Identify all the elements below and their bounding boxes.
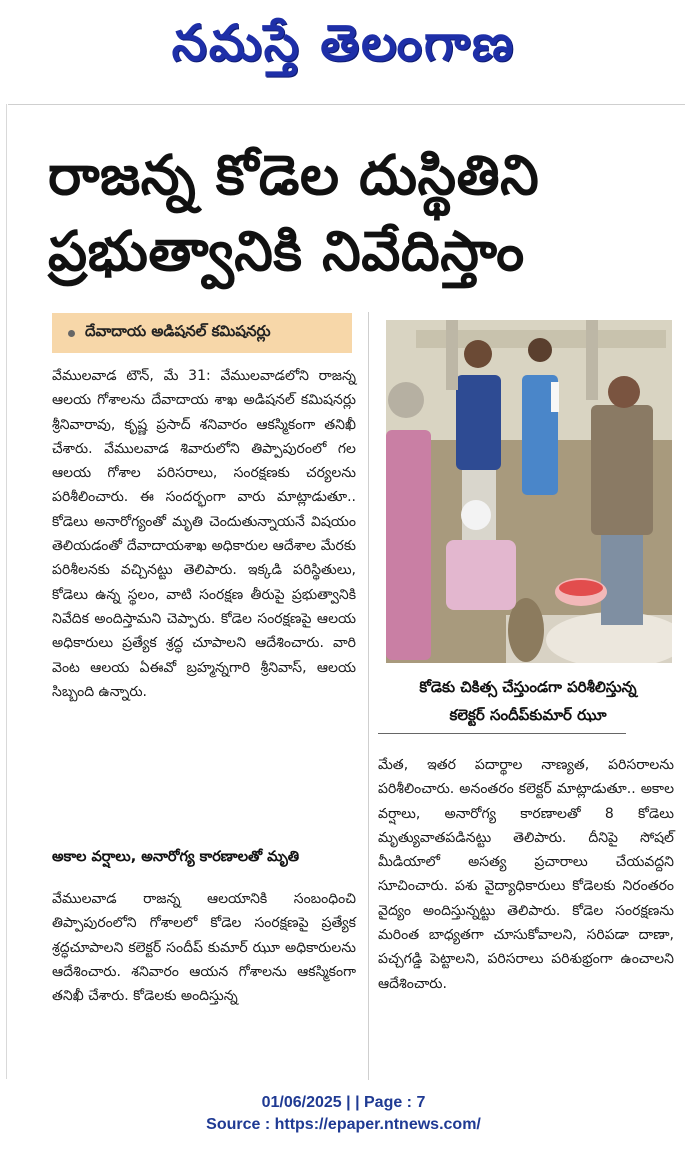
column-divider bbox=[368, 312, 369, 1080]
article-subheading: అకాల వర్షాలు, అనారోగ్య కారణాలతో మృతి bbox=[52, 849, 300, 865]
caption-underline bbox=[378, 733, 626, 734]
body-paragraph-second: వేములవాడ రాజన్న ఆలయానికి సంబంధించి తిప్పాపురంలోని గోశాలలో కోడెల సంరక్షణపై ప్రత్యేక శ్రద్ధచూపాలని కలెక్టర్ సందీప్ కుమార్ ఝూ అధికారులను ఆదేశించారు. శనివారం ఆయన గోశాలను ఆకస్మికంగా తనిఖీ చేశారు. కోడెలకు అందిస్తున్న bbox=[52, 891, 356, 1005]
page-left-border bbox=[6, 104, 7, 1079]
bullet-icon bbox=[68, 330, 75, 337]
article-body-column-1 bbox=[52, 364, 356, 704]
newspaper-masthead bbox=[0, 0, 687, 98]
footer-date-page: 01/06/2025 | | Page : 7 bbox=[261, 1094, 426, 1111]
masthead-title: నమస్తే తెలంగాణ bbox=[171, 13, 516, 72]
article-photo bbox=[386, 320, 672, 663]
article-deck bbox=[52, 313, 352, 353]
photo-caption bbox=[378, 673, 678, 729]
headline-line-2: ప్రభుత్వానికి నివేదిస్తాం bbox=[48, 219, 525, 283]
page-footer bbox=[0, 1092, 687, 1136]
masthead-divider bbox=[8, 104, 685, 105]
headline-line-1: రాజన్న కోడెల దుస్థితిని bbox=[48, 143, 540, 207]
deck-text: దేవాదాయ అడిషనల్ కమిషనర్లు bbox=[85, 322, 271, 340]
body-paragraph-continuation: మేత, ఇతర పదార్థాల నాణ్యత, పరిసరాలను పరిశీలించారు. అనంతరం కలెక్టర్ మాట్లాడుతూ.. అకాల వర్షాలు, అనారోగ్య కారణాలతో 8 కోడెలు మృత్యువాతపడినట్టు తెలిపారు. దీనిపై సోషల్ మీడియాలో అసత్య ప్రచారాలు చేయవద్దని సూచించారు. పశు వైద్యాధికారులు కోడెలకు నిరంతరం వైద్యం అందిస్తున్నట్టు తెలిపారు. కోడెల సంరక్షణను మరింత బాధ్యతగా చూసుకోవాలని, సరిపడా దాణా, పచ్చగడ్డి పెట్టాలని, పరిసరాలు పరిశుభ్రంగా ఉంచాలని ఆదేశించారు. bbox=[378, 757, 674, 992]
article-headline bbox=[48, 137, 680, 289]
caption-line-1: కోడెకు చికిత్స చేస్తుండగా పరిశీలిస్తున్న bbox=[419, 678, 637, 696]
caption-line-2: కలెక్టర్ సందీప్‌కుమార్ ఝూ bbox=[449, 706, 607, 724]
article-body-column-1-lower bbox=[52, 887, 356, 1008]
body-paragraph-intro: వేములవాడ టౌన్, మే 31: వేములవాడలోని రాజన్న ఆలయ గోశాలను దేవాదాయ శాఖ అడిషనల్ కమిషనర్లు శ్రీనివారావు, కృష్ణ ప్రసాద్ శనివారం ఆకస్మికంగా తనిఖీ చేశారు. వేములవాడ శివారులోని తిప్పాపురంలో గల ఆలయ గోశాల పరిసరాలు, సంరక్షణకు చర్యలను పరిశీలించారు. ఈ సందర్భంగా వారు మాట్లాడుతూ.. కోడెలు అనారోగ్యంతో మృతి చెందుతున్నాయనే విషయం తెలియడంతో దేవాదాయశాఖ అధికారుల ఆదేశాల మేరకు పరిశీలనకు వచ్చినట్టు తెలిపారు. ఇక్కడి పరిస్థితులు, కోడెలు ఉన్న స్థలం, వాటి సంరక్షణ తీరుపై ప్రభుత్వానికి నివేదిక అందిస్తామని చెప్పారు. కోడెల సంరక్షణపై ఆలయ అధికారులు ప్రత్యేక శ్రద్ధ చూపాలని ఆదేశించారు. వారి వెంట ఆలయ ఏఈవో బ్రహ్మన్నగారి శ్రీనివాస్, ఆలయ సిబ్బంది ఉన్నారు. bbox=[52, 368, 356, 700]
footer-source: Source : https://epaper.ntnews.com/ bbox=[206, 1116, 481, 1133]
article-body-column-2 bbox=[378, 753, 674, 996]
